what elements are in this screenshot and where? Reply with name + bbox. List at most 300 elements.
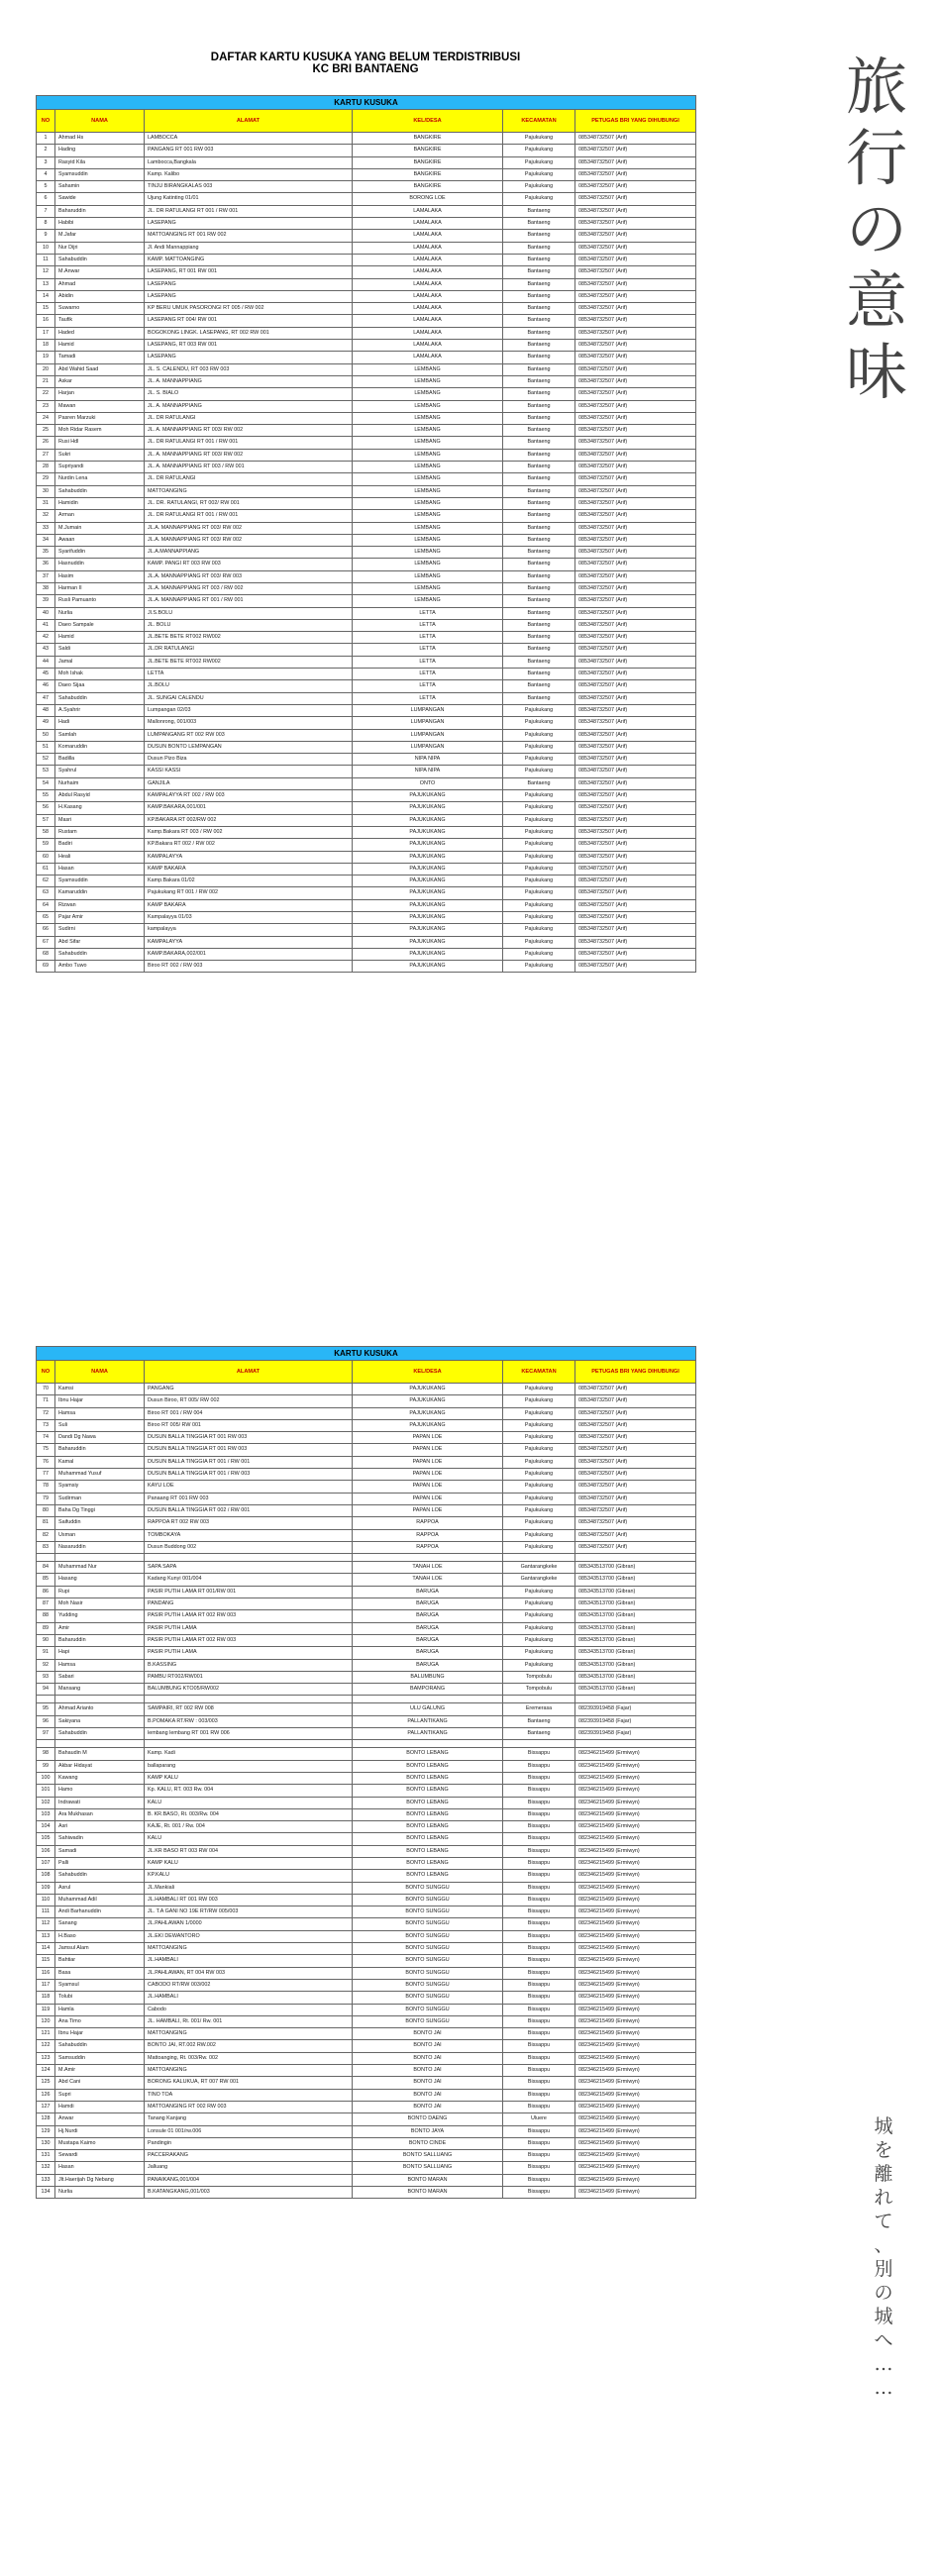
table-cell: Bantaeng — [503, 777, 575, 789]
table-cell: Bantaeng — [503, 547, 575, 559]
table-cell: Ahmad Arianto — [55, 1703, 145, 1715]
table-cell: KAMP KALU — [145, 1772, 353, 1784]
table-cell: Nasaruddin — [55, 1541, 145, 1553]
table-cell: Moh Nasir — [55, 1598, 145, 1610]
table-cell: Abdul Rasyid — [55, 790, 145, 802]
table-cell: 70 — [37, 1384, 55, 1395]
table-cell: 16 — [37, 315, 55, 327]
table-cell: 86 — [37, 1586, 55, 1597]
table-cell: Hamidin — [55, 497, 145, 509]
table-cell: Pajukukang — [503, 887, 575, 899]
table-cell: 56 — [37, 802, 55, 814]
table-cell: Bantaeng — [503, 522, 575, 534]
table-cell: 13 — [37, 278, 55, 290]
table-row — [37, 1797, 696, 1808]
table-cell: Pajukukang — [503, 1659, 575, 1671]
table-cell: PAPAN LOE — [353, 1456, 503, 1468]
table-cell: LETTA — [353, 656, 503, 668]
table-cell: 33 — [37, 522, 55, 534]
table-cell: Bissappu — [503, 2015, 575, 2027]
table-cell: Kawang — [55, 1772, 145, 1784]
table-cell: Pajukukang — [503, 193, 575, 205]
table-cell: 25 — [37, 425, 55, 437]
table-cell: 082346215499 (Ermiwyn) — [575, 2101, 696, 2112]
table-row — [37, 912, 696, 924]
table-cell: Sahabuddin — [55, 1870, 145, 1882]
table-row — [37, 559, 696, 570]
table-cell: Jalluang — [145, 2162, 353, 2174]
table-cell: 082346215499 (Ermiwyn) — [575, 1785, 696, 1797]
table-cell: DUSUN BALLA TINGGIA RT 001 / RW 003 — [145, 1469, 353, 1481]
table-cell: LAMALAKA — [353, 315, 503, 327]
table-cell: 55 — [37, 790, 55, 802]
table-cell: Bantaeng — [503, 205, 575, 217]
table-cell: LEMBANG — [353, 400, 503, 412]
table-cell: Pajukukang — [503, 1469, 575, 1481]
table-cell: Bantaeng — [503, 619, 575, 631]
table-row — [37, 462, 696, 473]
table-cell: Kampalayya 01/03 — [145, 912, 353, 924]
table-cell: LEMBANG — [353, 534, 503, 546]
table-cell: 082346215499 (Ermiwyn) — [575, 2174, 696, 2186]
table-cell: Hamo — [55, 1785, 145, 1797]
table-cell: LEMBANG — [353, 473, 503, 485]
table-cell: JL. DR RATULANGI — [145, 473, 353, 485]
table-cell: Bantaeng — [503, 437, 575, 449]
table-cell: 18 — [37, 340, 55, 352]
table-row — [37, 242, 696, 254]
table-cell: 96 — [37, 1715, 55, 1727]
table-cell: JL. DR RATULANGI RT 001 / RW 001 — [145, 205, 353, 217]
table-cell: Jamal — [55, 656, 145, 668]
table-cell: 082346215499 (Ermiwyn) — [575, 1845, 696, 1857]
table-cell: Badiri — [55, 839, 145, 851]
table-cell: BONTO SUNGGU — [353, 1882, 503, 1894]
table-cell: LETTA — [353, 692, 503, 704]
table-row — [37, 193, 696, 205]
table-cell: Bissappu — [503, 1797, 575, 1808]
table-cell: 98 — [37, 1748, 55, 1760]
table-cell: 082346215499 (Ermiwyn) — [575, 2052, 696, 2064]
table-cell: Ara Mukhasan — [55, 1808, 145, 1820]
table-cell: BARUGA — [353, 1586, 503, 1597]
table-cell: Bantaeng — [503, 242, 575, 254]
table-cell: M.Jumain — [55, 522, 145, 534]
table-row — [37, 632, 696, 644]
table-row — [37, 1696, 696, 1703]
table-cell: Ahmad Hs — [55, 133, 145, 145]
table-cell: 085348732507 (Arif) — [575, 1541, 696, 1553]
table-row — [37, 1808, 696, 1820]
table-cell: 085348732507 (Arif) — [575, 315, 696, 327]
table-cell: 085348732507 (Arif) — [575, 887, 696, 899]
table-cell: LETTA — [353, 632, 503, 644]
table-cell: 085348732507 (Arif) — [575, 522, 696, 534]
table-cell: 73 — [37, 1419, 55, 1431]
table-cell: Pajukukang — [503, 863, 575, 875]
table-cell: PASIR PUTIH LAMA RT 002 RW 003 — [145, 1634, 353, 1646]
table-row — [37, 1586, 696, 1597]
table-row — [37, 729, 696, 741]
table-cell: 8 — [37, 218, 55, 230]
table-cell: 085348732507 (Arif) — [575, 400, 696, 412]
table-cell: Sewardi — [55, 2150, 145, 2162]
table-cell: LASEPANG, RT 003 RW 001 — [145, 340, 353, 352]
table-cell: 082346215499 (Ermiwyn) — [575, 1833, 696, 1845]
table-cell: Ana Timo — [55, 2015, 145, 2027]
table-cell: KASSI KASSI — [145, 766, 353, 777]
table-row — [37, 766, 696, 777]
table-cell: 23 — [37, 400, 55, 412]
table-cell: 126 — [37, 2089, 55, 2101]
table-row — [37, 680, 696, 692]
table-cell: 90 — [37, 1634, 55, 1646]
table-cell: 082346215499 (Ermiwyn) — [575, 1992, 696, 2004]
table-cell: Basa — [55, 1967, 145, 1979]
table-cell: Bantaeng — [503, 315, 575, 327]
table-cell: Hasang — [55, 1574, 145, 1586]
table-cell: 085348732507 (Arif) — [575, 145, 696, 156]
table-cell: Hamla — [55, 2004, 145, 2015]
table-cell: RAPPOA — [353, 1541, 503, 1553]
table-row — [37, 1715, 696, 1727]
table-cell: 7 — [37, 205, 55, 217]
table-cell: LEMBANG — [353, 412, 503, 424]
table-row — [37, 400, 696, 412]
table-cell: Bissappu — [503, 1992, 575, 2004]
table-cell: H.Baso — [55, 1930, 145, 1942]
table-row — [37, 168, 696, 180]
table-cell: 085348732507 (Arif) — [575, 680, 696, 692]
table-cell: BONTO CINDE — [353, 2137, 503, 2149]
table-cell: Bantaeng — [503, 425, 575, 437]
table-cell: Bissappu — [503, 2137, 575, 2149]
table-cell: TINO TOA — [145, 2089, 353, 2101]
table-cell: 082346215499 (Ermiwyn) — [575, 1943, 696, 1955]
table-cell: Pajukukang — [503, 948, 575, 960]
table-row — [37, 218, 696, 230]
table-row — [37, 1906, 696, 1918]
table-cell: Bantaeng — [503, 375, 575, 387]
table-cell: Mustapa Kaimo — [55, 2137, 145, 2149]
table-row — [37, 497, 696, 509]
table-cell: JL. A. MANNAPPIANG — [145, 400, 353, 412]
calligraphy-large — [842, 52, 911, 408]
table-cell: LAMALAKA — [353, 303, 503, 315]
table-cell: JL.PAHLAWAN 1/0000 — [145, 1918, 353, 1930]
table-cell: 085348732507 (Arif) — [575, 1395, 696, 1407]
table-cell: KAJE, Rt. 001 / Rw. 004 — [145, 1821, 353, 1833]
table-row — [37, 814, 696, 826]
table-cell: Bantaeng — [503, 266, 575, 278]
table-cell: 085348732507 (Arif) — [575, 582, 696, 594]
table-row — [37, 303, 696, 315]
table-cell: BONTO SUNGGU — [353, 1930, 503, 1942]
table-cell: 58 — [37, 826, 55, 838]
table-cell: DUSUN BALLA TINGGIA RT 001 / RW 001 — [145, 1456, 353, 1468]
table-cell: JL.A. MANNAPPIANG RT 003/ RW 002 — [145, 534, 353, 546]
table-cell: Habibi — [55, 218, 145, 230]
table-cell: Hasan — [55, 863, 145, 875]
table-cell: 082346215499 (Ermiwyn) — [575, 2162, 696, 2174]
table-cell: 085348732507 (Arif) — [575, 656, 696, 668]
table-cell: 49 — [37, 717, 55, 729]
table-cell: 65 — [37, 912, 55, 924]
table-cell — [353, 1554, 503, 1562]
table-cell: Pajukukang — [503, 1456, 575, 1468]
table-row — [37, 363, 696, 375]
table-cell: 082346215499 (Ermiwyn) — [575, 2028, 696, 2040]
table-cell: Rupi — [55, 1586, 145, 1597]
table-cell: BONTO LEBANG — [353, 1833, 503, 1845]
table-cell: BANGKIRE — [353, 181, 503, 193]
table-cell: 15 — [37, 303, 55, 315]
table-cell: JL.Mankiali — [145, 1882, 353, 1894]
table-cell: JL.BETE BETE RT002 RW002 — [145, 632, 353, 644]
table-cell: Ambo Tuwo — [55, 961, 145, 973]
table-cell — [55, 1696, 145, 1703]
table-cell: 085348732507 (Arif) — [575, 485, 696, 497]
table-row — [37, 1760, 696, 1772]
table-row — [37, 205, 696, 217]
table-cell: 48 — [37, 704, 55, 716]
table-cell: LAMALAKA — [353, 205, 503, 217]
table-row — [37, 1622, 696, 1634]
table-cell: Bantaeng — [503, 340, 575, 352]
table-cell: Sahabuddin — [55, 254, 145, 265]
table-cell: 22 — [37, 388, 55, 400]
table-cell: Pajukukang — [503, 1384, 575, 1395]
table-cell: Jlt.Haerijah Dg Nebang — [55, 2174, 145, 2186]
table-cell: LASEPANG, RT 001 RW 001 — [145, 266, 353, 278]
table-cell: LAMBOCCA — [145, 133, 353, 145]
table-cell: PAJUKUKANG — [353, 839, 503, 851]
table-cell: 082346215499 (Ermiwyn) — [575, 1918, 696, 1930]
table-cell: Syamsuddin — [55, 168, 145, 180]
table-row — [37, 1728, 696, 1740]
table-cell: 46 — [37, 680, 55, 692]
table-cell: 085343513700 (Gibran) — [575, 1647, 696, 1659]
table-cell: 116 — [37, 1967, 55, 1979]
table-cell: PAPAN LOE — [353, 1444, 503, 1456]
table-cell: Bissappu — [503, 2125, 575, 2137]
table-cell: Supri — [55, 2089, 145, 2101]
table-cell: JL. A. MANNAPPIANG RT 003 / RW 001 — [145, 462, 353, 473]
table-cell: 085348732507 (Arif) — [575, 547, 696, 559]
column-header: PETUGAS BRI YANG DIHUBUNGI — [575, 110, 696, 133]
table-cell: SAPA SAPA — [145, 1562, 353, 1574]
table-cell: Samadi — [55, 1845, 145, 1857]
table-row — [37, 340, 696, 352]
table-cell: Bissappu — [503, 1870, 575, 1882]
table-cell: Bissappu — [503, 2174, 575, 2186]
table-cell: Pajukukang — [503, 145, 575, 156]
table-cell: BOGOKONG LINGK. LASEPANG, RT 002 RW 001 — [145, 327, 353, 339]
table-cell: DUSUN BONTO LEMPANGAN — [145, 741, 353, 753]
table-cell: BORONG KALUKUA, RT 007 RW 001 — [145, 2077, 353, 2089]
table-cell: Baha Dg Tinggi — [55, 1504, 145, 1516]
table-cell: BARUGA — [353, 1647, 503, 1659]
table-cell: Muhammad Adil — [55, 1894, 145, 1906]
table-cell: Bantaeng — [503, 485, 575, 497]
table-cell: BARUGA — [353, 1659, 503, 1671]
table-cell: JL. BOLU — [145, 619, 353, 631]
table-cell: 71 — [37, 1395, 55, 1407]
table-cell: Bantaeng — [503, 412, 575, 424]
table-cell: PAJUKUKANG — [353, 863, 503, 875]
table-cell: Lonsule 01 001/rw.006 — [145, 2125, 353, 2137]
table-cell: Heali — [55, 851, 145, 863]
table-cell: JL. S. BIALO — [145, 388, 353, 400]
table-cell: 111 — [37, 1906, 55, 1918]
table-row — [37, 375, 696, 387]
table-cell: JL. HAMBALI, Rt. 001/ Rw. 001 — [145, 2015, 353, 2027]
table-cell: Hadi — [55, 717, 145, 729]
table-cell: 52 — [37, 754, 55, 766]
table-cell: LUMPANGAN — [353, 741, 503, 753]
table-cell: Bantaeng — [503, 680, 575, 692]
table-cell: Ibnu Hajar — [55, 1395, 145, 1407]
table-cell: 085348732507 (Arif) — [575, 644, 696, 656]
table-cell: PAJUKUKANG — [353, 936, 503, 948]
table-cell: PAPAN LOE — [353, 1504, 503, 1516]
table-cell: 59 — [37, 839, 55, 851]
table-cell: 085348732507 (Arif) — [575, 266, 696, 278]
table-cell: Gantarangkeke — [503, 1574, 575, 1586]
table-cell: BONTO LEBANG — [353, 1797, 503, 1808]
table-cell: 129 — [37, 2125, 55, 2137]
table-cell: Pajukukang — [503, 802, 575, 814]
table-cell: 26 — [37, 437, 55, 449]
table-cell: PAJUKUKANG — [353, 790, 503, 802]
table-cell: PANGANG — [145, 1384, 353, 1395]
table-row — [37, 595, 696, 607]
table-row — [37, 133, 696, 145]
table-row — [37, 1384, 696, 1395]
table-cell: PANDANG — [145, 1598, 353, 1610]
table-cell: Bissappu — [503, 1955, 575, 1967]
table-cell: Pajukukang — [503, 936, 575, 948]
table-cell: Pajukukang — [503, 729, 575, 741]
table-cell: Bissappu — [503, 1857, 575, 1869]
table-cell: BANGKIRE — [353, 133, 503, 145]
table-cell: Sahabuddin — [55, 1728, 145, 1740]
table-row — [37, 2040, 696, 2052]
table-cell: 64 — [37, 899, 55, 911]
table-cell: Harjan — [55, 388, 145, 400]
table-cell: JL. S. CALENDU, RT 003 RW 003 — [145, 363, 353, 375]
table-cell: 133 — [37, 2174, 55, 2186]
table-cell — [353, 1740, 503, 1748]
table-cell: 128 — [37, 2113, 55, 2125]
table-cell: Nurhaim — [55, 777, 145, 789]
table-cell: LEMBANG — [353, 485, 503, 497]
table-row — [37, 510, 696, 522]
table-cell: Pajukukang — [503, 961, 575, 973]
table-cell: JL.BOLU — [145, 680, 353, 692]
table-row — [37, 876, 696, 887]
table-row — [37, 2004, 696, 2015]
table-cell: 085348732507 (Arif) — [575, 375, 696, 387]
table-cell: RAPPOA — [353, 1517, 503, 1529]
table-cell: KP.Bakara RT 002 / RW 002 — [145, 839, 353, 851]
table-cell: 085348732507 (Arif) — [575, 1407, 696, 1419]
table-cell: 105 — [37, 1833, 55, 1845]
table-cell: BANGKIRE — [353, 168, 503, 180]
table-cell: Sahiwadin — [55, 1833, 145, 1845]
table-cell: LEMBANG — [353, 547, 503, 559]
table-cell: KALU — [145, 1833, 353, 1845]
table-cell: LEMBANG — [353, 462, 503, 473]
table-cell: JL. A. MANNAPPIANG — [145, 375, 353, 387]
table-row — [37, 570, 696, 582]
table-cell: Pajukukang — [503, 876, 575, 887]
table-cell: Akbar Hidayat — [55, 1760, 145, 1772]
table-row — [37, 582, 696, 594]
table-cell: 57 — [37, 814, 55, 826]
table-cell: LAMALAKA — [353, 278, 503, 290]
table-cell: 130 — [37, 2137, 55, 2149]
header-row — [37, 110, 696, 133]
table-cell: Kamp.Bakara 01/02 — [145, 876, 353, 887]
table-row — [37, 1930, 696, 1942]
table-cell: MATTOANGING RT 001 RW 002 — [145, 230, 353, 242]
table-cell: 47 — [37, 692, 55, 704]
table-cell: LEMBANG — [353, 582, 503, 594]
table-cell — [353, 1696, 503, 1703]
table-cell: Pajukukang — [503, 1634, 575, 1646]
table-cell: Muhammad Nur — [55, 1562, 145, 1574]
table-cell: Bantaeng — [503, 510, 575, 522]
table-cell: LETTA — [353, 669, 503, 680]
table-cell: 085348732507 (Arif) — [575, 802, 696, 814]
table-row — [37, 1845, 696, 1857]
table-cell: Saifuddin — [55, 1517, 145, 1529]
table-cell: 85 — [37, 1574, 55, 1586]
table-cell: Bissappu — [503, 1748, 575, 1760]
table-cell: 35 — [37, 547, 55, 559]
table-cell: 082346215499 (Ermiwyn) — [575, 1882, 696, 1894]
table-cell: Bantaeng — [503, 449, 575, 461]
table-cell: 72 — [37, 1407, 55, 1419]
table-cell: Bissappu — [503, 1760, 575, 1772]
table-cell: LETTA — [145, 669, 353, 680]
table-cell: Tolubi — [55, 1992, 145, 2004]
table-cell: 085348732507 (Arif) — [575, 425, 696, 437]
table-cell: 9 — [37, 230, 55, 242]
table-cell: 082393919458 (Fajar) — [575, 1703, 696, 1715]
table-cell: LAMALAKA — [353, 340, 503, 352]
table-cell: 085348732507 (Arif) — [575, 205, 696, 217]
table-cell: TANAH LOE — [353, 1562, 503, 1574]
table-row — [37, 1659, 696, 1671]
table-cell: Tompobulu — [503, 1671, 575, 1683]
table-cell: 51 — [37, 741, 55, 753]
table-cell: MATTOANGING — [145, 485, 353, 497]
table-cell: Lambocca,Bangkala — [145, 156, 353, 168]
table-cell: 67 — [37, 936, 55, 948]
table-cell: LUMPANGAN — [353, 729, 503, 741]
table-cell: 89 — [37, 1622, 55, 1634]
table-row — [37, 1748, 696, 1760]
table-cell: LETTA — [353, 619, 503, 631]
table-cell: 082346215499 (Ermiwyn) — [575, 2040, 696, 2052]
table-cell: Syahrul — [55, 766, 145, 777]
table-cell: 082346215499 (Ermiwyn) — [575, 2077, 696, 2089]
table-cell — [145, 1696, 353, 1703]
table-cell: LAMALAKA — [353, 242, 503, 254]
table-cell: BALUMBUNG — [353, 1671, 503, 1683]
